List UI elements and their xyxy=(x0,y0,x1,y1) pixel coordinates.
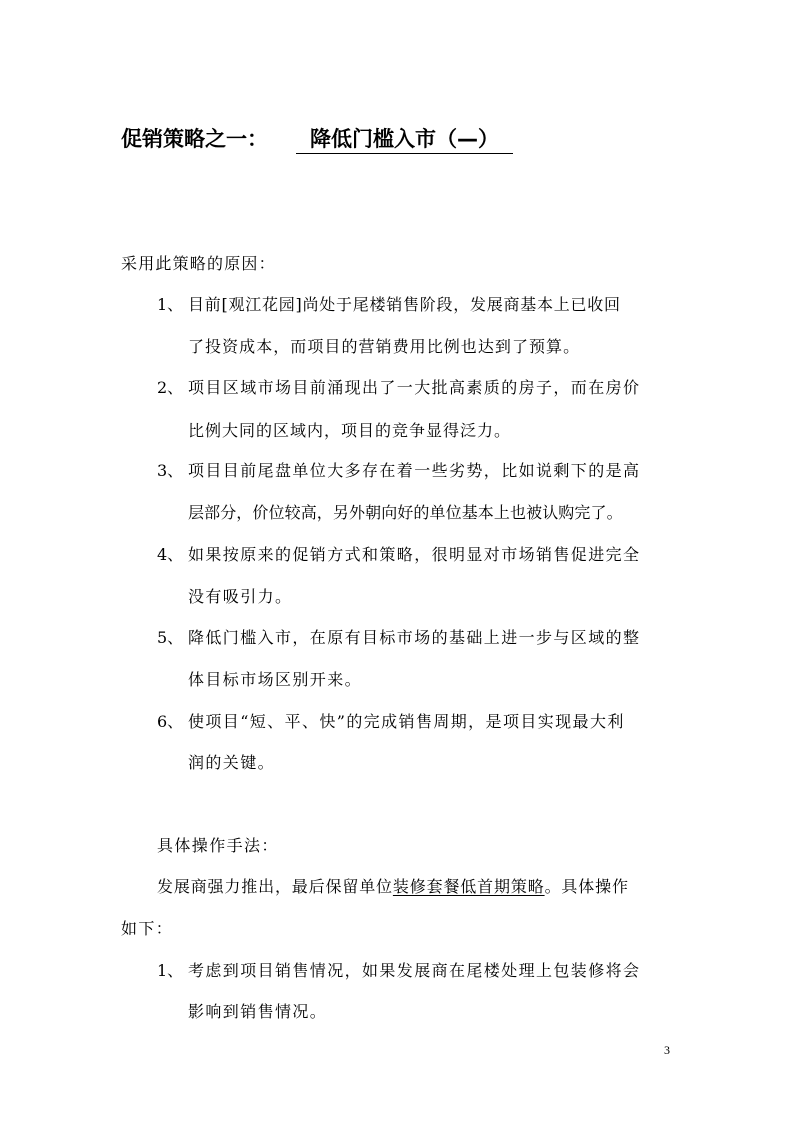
reason-5-number: 5、 xyxy=(157,628,184,647)
reason-1-number: 1、 xyxy=(157,295,184,314)
page-number: 3 xyxy=(664,1043,670,1057)
reason-4-line-2: 没有吸引力。 xyxy=(188,587,293,606)
method-intro-line-2: 如下： xyxy=(121,919,174,938)
reason-3-number: 3、 xyxy=(157,461,184,480)
reason-6-number: 6、 xyxy=(157,712,184,731)
page-title xyxy=(121,124,513,154)
reason-3-line-2: 层部分，价位较高，另外朝向好的单位基本上也被认购完了。 xyxy=(188,503,623,522)
title-main: 促销策略之一： xyxy=(121,127,268,151)
method-1-number: 1、 xyxy=(157,961,184,980)
reason-1-line-1: 目前[观江花园]尚处于尾楼销售阶段，发展商基本上已收回 xyxy=(188,295,621,314)
method-1-line-1: 考虑到项目销售情况，如果发展商在尾楼处理上包装修将会 xyxy=(188,961,641,980)
reason-4-number: 4、 xyxy=(157,545,184,564)
method-intro-suffix: 。具体操作 xyxy=(544,877,629,896)
reason-6-line-1: 使项目“短、平、快”的完成销售周期，是项目实现最大利 xyxy=(188,712,625,731)
title-subtitle: 降低门槛入市（—） xyxy=(296,125,513,154)
method-intro-line-1 xyxy=(157,876,629,898)
reason-1-line-2: 了投资成本，而项目的营销费用比例也达到了预算。 xyxy=(188,337,581,356)
reason-4-line-1: 如果按原来的促销方式和策略，很明显对市场销售促进完全 xyxy=(188,545,641,564)
reason-2-line-1: 项目区域市场目前涌现出了一大批高素质的房子，而在房价 xyxy=(188,378,641,397)
reasons-heading: 采用此策略的原因： xyxy=(121,254,276,273)
reason-6-line-2: 润的关键。 xyxy=(188,753,276,772)
method-1-line-2: 影响到销售情况。 xyxy=(188,1002,328,1021)
reason-2-line-2: 比例大同的区域内，项目的竞争显得泛力。 xyxy=(188,421,512,440)
reason-5-line-2: 体目标市场区别开来。 xyxy=(188,670,363,689)
method-intro-text: 发展商强力推出，最后保留单位 xyxy=(157,877,393,896)
strategy-name-underlined: 装修套餐低首期策略 xyxy=(392,877,545,896)
method-heading: 具体操作手法： xyxy=(157,836,279,855)
reason-5-line-1: 降低门槛入市，在原有目标市场的基础上进一步与区域的整 xyxy=(188,628,641,647)
reason-3-line-1: 项目目前尾盘单位大多存在着一些劣势，比如说剩下的是高 xyxy=(188,461,641,480)
reason-2-number: 2、 xyxy=(157,378,184,397)
